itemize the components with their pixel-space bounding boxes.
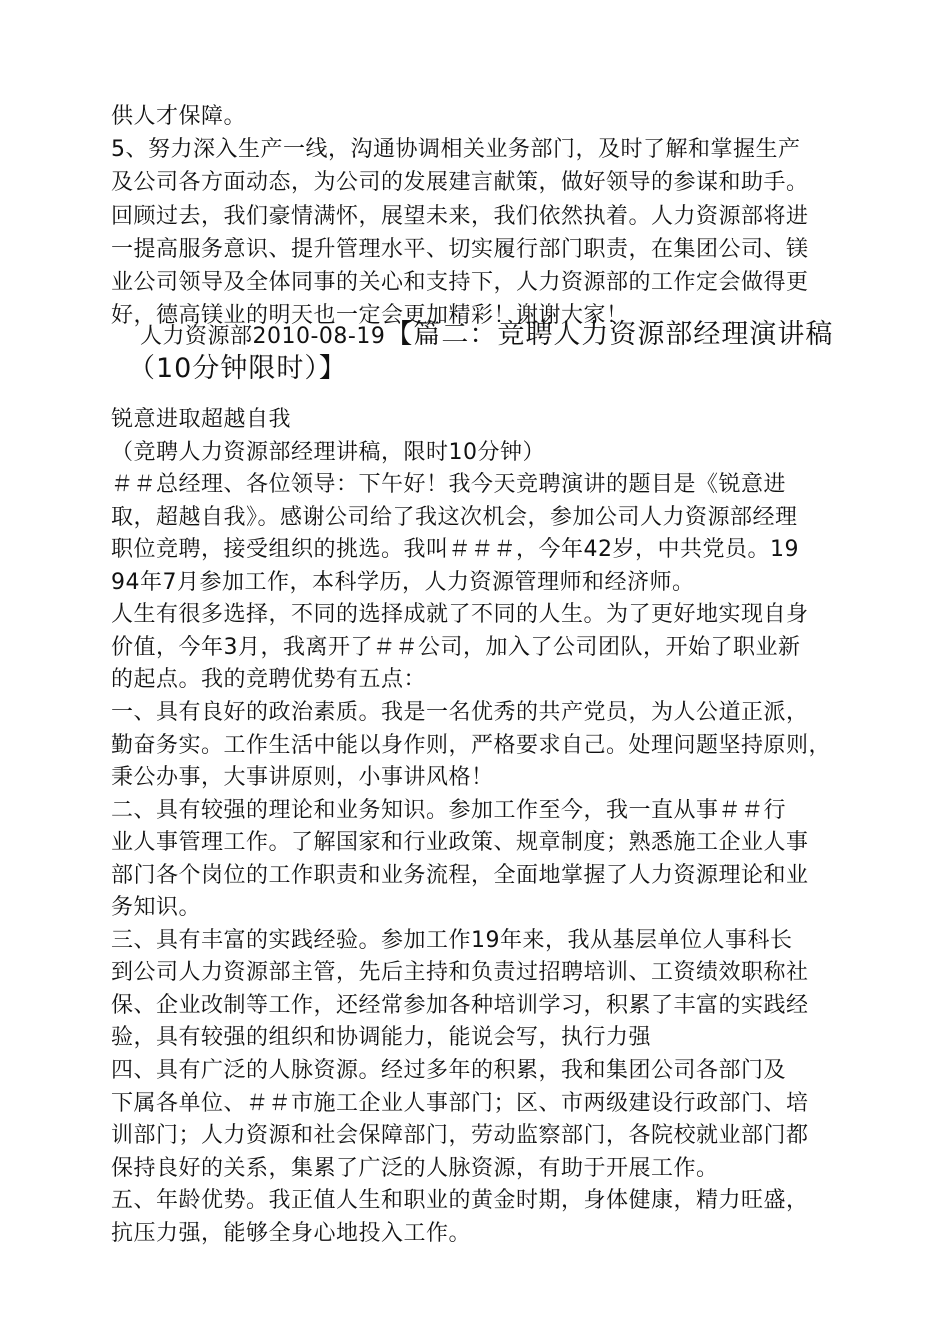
text-line: 训部门；人力资源和社会保障部门，劳动监察部门，各院校就业部门都 bbox=[111, 1123, 809, 1149]
text-line: 务知识。 bbox=[111, 895, 202, 921]
text-line: 业公司领导及全体同事的关心和支持下，人力资源部的工作定会做得更 bbox=[111, 270, 809, 295]
text-line: 取，超越自我》。感谢公司给了我这次机会，参加公司人力资源部经理 bbox=[111, 504, 798, 530]
text-line: 五、年龄优势。我正值人生和职业的黄金时期，身体健康，精力旺盛， bbox=[111, 1188, 809, 1214]
text-line: 到公司人力资源部主管，先后主持和负责过招聘培训、工资绩效职称社 bbox=[111, 960, 809, 986]
heading-title: 【篇二：竞聘人力资源部经理演讲稿 bbox=[385, 319, 834, 350]
text-line: 保持良好的关系，集累了广泛的人脉资源，有助于开展工作。 bbox=[111, 1155, 719, 1181]
text-line: 三、具有丰富的实践经验。参加工作19年来，我从基层单位人事科长 bbox=[111, 927, 793, 953]
text-line: 验，具有较强的组织和协调能力，能说会写，执行力强 bbox=[111, 1025, 652, 1051]
text-line: 回顾过去，我们豪情满怀，展望未来，我们依然执着。人力资源部将进 bbox=[111, 203, 809, 229]
text-line: 抗压力强，能够全身心地投入工作。 bbox=[111, 1220, 472, 1246]
text-line: 秉公办事，大事讲原则，小事讲风格！ bbox=[111, 765, 494, 791]
text-line: 四、具有广泛的人脉资源。经过多年的积累，我和集团公司各部门及 bbox=[111, 1058, 787, 1083]
text-line: 及公司各方面动态，为公司的发展建言献策，做好领导的参谋和助手。 bbox=[111, 170, 809, 196]
text-line: （竞聘人力资源部经理讲稿，限时10分钟） bbox=[111, 439, 545, 465]
text-line: ＃＃总经理、各位领导：下午好！我今天竞聘演讲的题目是《锐意进 bbox=[111, 472, 787, 498]
text-line: 锐意进取超越自我 bbox=[111, 407, 292, 432]
text-line: 部门各个岗位的工作职责和业务流程，全面地掌握了人力资源理论和业 bbox=[111, 862, 809, 888]
text-line: 业人事管理工作。了解国家和行业政策、规章制度；熟悉施工企业人事 bbox=[111, 830, 809, 856]
text-line: 下属各单位、＃＃市施工企业人事部门；区、市两级建设行政部门、培 bbox=[111, 1090, 809, 1116]
text-line: 价值，今年3月，我离开了＃＃公司，加入了公司团队，开始了职业新 bbox=[111, 634, 801, 660]
text-line: 一、具有良好的政治素质。我是一名优秀的共产党员，为人公道正派， bbox=[111, 699, 809, 725]
text-line: 勤奋务实。工作生活中能以身作则，严格要求自己。处理问题坚持原则， bbox=[111, 732, 832, 758]
heading-subtitle: （10分钟限时）】 bbox=[128, 353, 347, 384]
text-line: 供人才保障。 bbox=[111, 104, 247, 129]
text-line: 保、企业改制等工作，还经常参加各种培训学习，积累了丰富的实践经 bbox=[111, 992, 809, 1018]
text-line: 职位竞聘，接受组织的挑选。我叫＃＃＃，今年42岁，中共党员。19 bbox=[111, 537, 799, 563]
section-heading-line1 bbox=[140, 318, 833, 354]
text-line: 5、努力深入生产一线，沟通协调相关业务部门，及时了解和掌握生产 bbox=[111, 137, 801, 163]
text-line: 二、具有较强的理论和业务知识。参加工作至今，我一直从事＃＃行 bbox=[111, 797, 787, 823]
text-line: 一提高服务意识、提升管理水平、切实履行部门职责，在集团公司、镁 bbox=[111, 236, 809, 262]
text-line: 的起点。我的竞聘优势有五点： bbox=[111, 667, 427, 693]
text-line: 好，德高镁业的明天也一定会更加精彩！谢谢大家！ bbox=[111, 303, 629, 329]
signature-text: 人力资源部2010-08-19 bbox=[140, 324, 386, 349]
section-heading-line2 bbox=[128, 352, 347, 386]
text-line: 94年7月参加工作，本科学历，人力资源管理师和经济师。 bbox=[111, 569, 695, 595]
text-line: 人生有很多选择，不同的选择成就了不同的人生。为了更好地实现自身 bbox=[111, 602, 809, 628]
